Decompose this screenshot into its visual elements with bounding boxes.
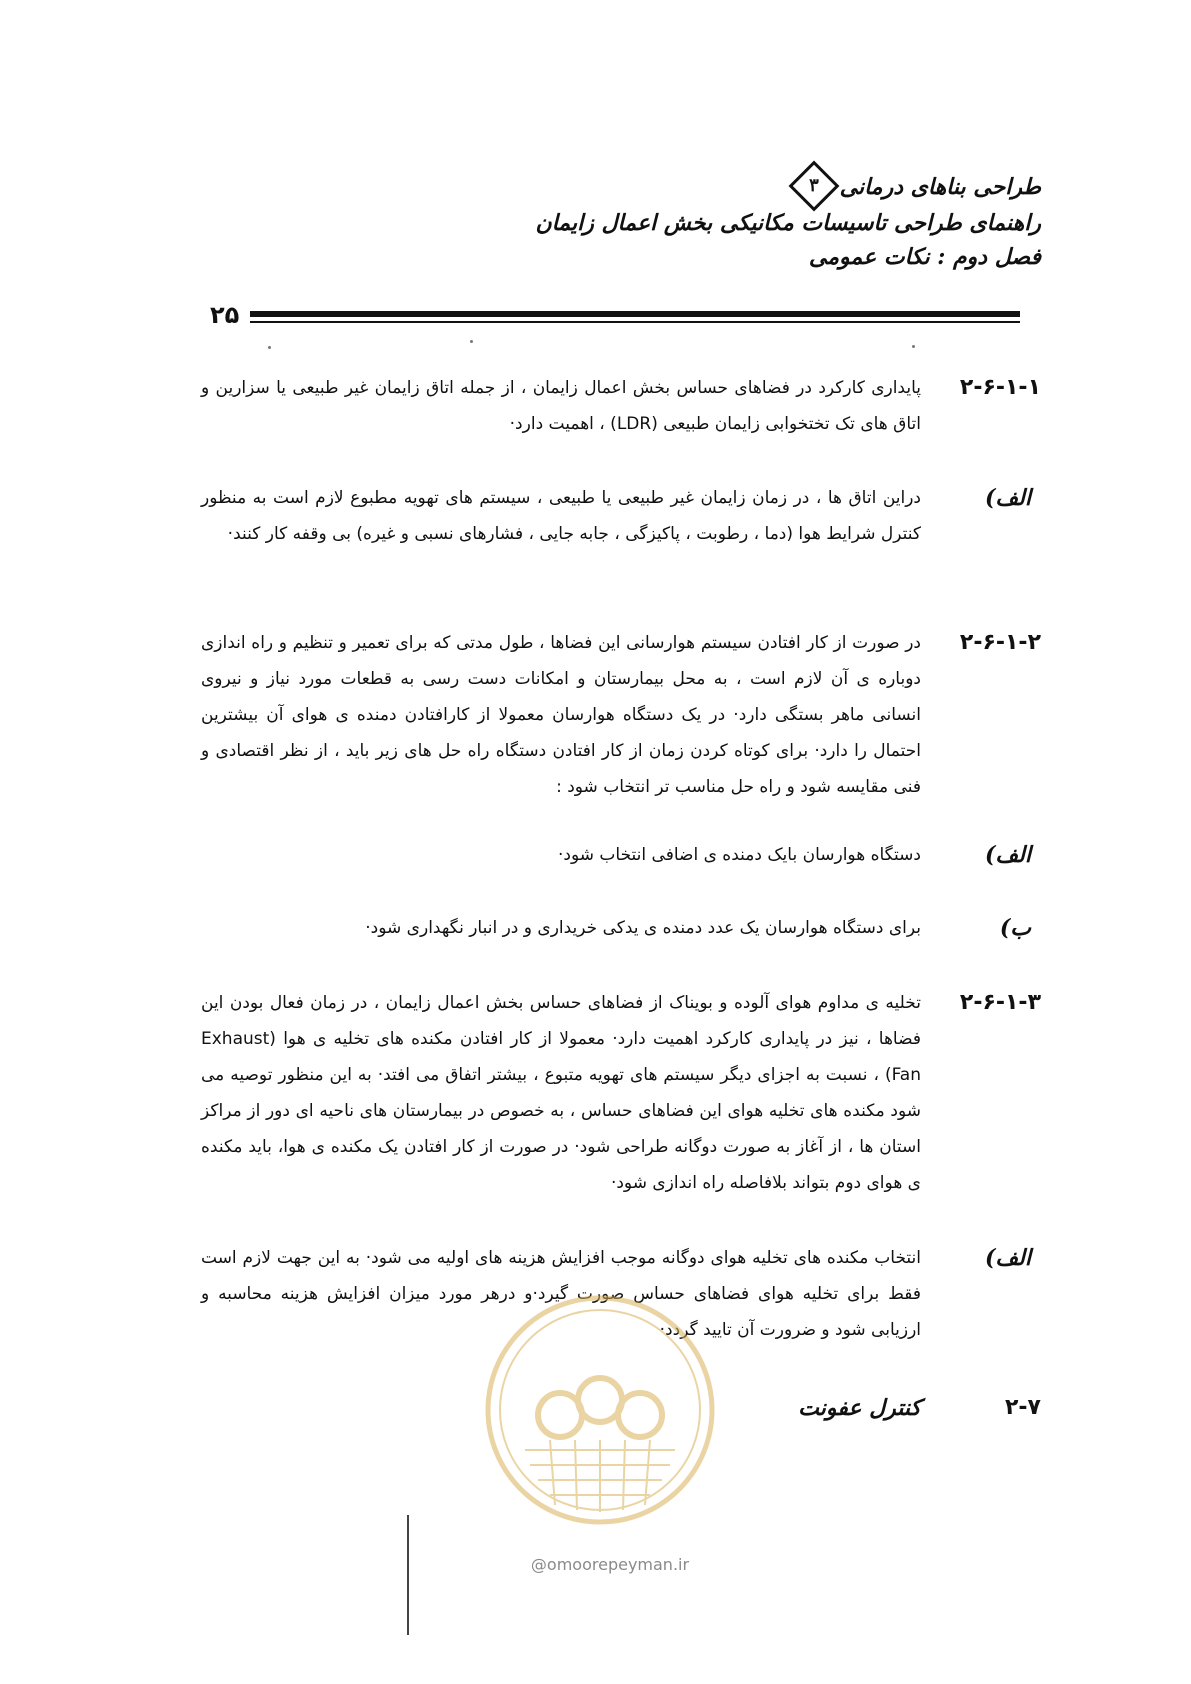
- header-rule: [250, 311, 1020, 325]
- scan-speck: [912, 345, 915, 348]
- item-label: الف): [985, 842, 1031, 868]
- item-paragraph: انتخاب مکنده های تخلیه هوای دوگانه موجب افزایش هزینه های اولیه می شود· به این جهت لازم است فقط برای تخلیه هوای فضاهای حساس صورت گیرد·و درهر مورد میزان افزایش هزینه محاسبه و ارزیابی شود و ضرورت آن تایید گردد·: [201, 1248, 921, 1340]
- item-label: الف): [985, 1245, 1031, 1271]
- chapter-title: فصل دوم : نکات عمومی: [808, 244, 1041, 270]
- watermark-stamp: [480, 1290, 720, 1530]
- watermark-caption: @omoorepeyman.ir: [530, 1555, 690, 1574]
- scan-speck: [470, 340, 473, 343]
- item-label: ب): [999, 915, 1031, 941]
- guide-title: راهنمای طراحی تاسیسات مکانیکی بخش اعمال زایمان: [535, 210, 1041, 236]
- section-paragraph: در صورت از کار افتادن سیستم هوارسانی این فضاها ، طول مدتی که برای تعمیر و تنظیم و راه اندازی دوباره ی آن لازم است ، به محل بیمارستان و امکانات دست رسی به قطعات مورد نیاز و نیروی انسانی ماهر بستگی دارد· در یک دستگاه هوارسان معمولا از کارافتادن دمنده ی هوای آن بیشترین احتمال را دارد· برای کوتاه کردن زمان از کار افتادن دستگاه راه حل های زیر باید ، از نظر اقتصادی و فنی مقایسه شود و راه حل مناسب تر انتخاب شود :: [201, 633, 921, 797]
- page-header: [281, 170, 1041, 274]
- scan-speck: [268, 346, 271, 349]
- section-number: ۲-۶-۱-۲: [959, 630, 1041, 655]
- section-number: ۲-۶-۱-۳: [959, 990, 1041, 1015]
- volume-number: ۳: [808, 175, 819, 196]
- header-rule-row: [210, 301, 1020, 331]
- item-paragraph: دستگاه هوارسان بایک دمنده ی اضافی انتخاب شود·: [557, 845, 921, 865]
- item-paragraph: دراین اتاق ها ، در زمان زایمان غیر طبیعی یا طبیعی ، سیستم های تهویه مطبوع لازم است به منظور کنترل شرایط هوا (دما ، رطوبت ، پاکیزگی ، جابه جایی ، فشارهای نسبی و غیره) بی وقفه کار کنند·: [201, 488, 921, 544]
- header-rule-thin: [250, 321, 1020, 323]
- volume-badge: [788, 161, 839, 212]
- grid-icon: [525, 1440, 675, 1512]
- book-title: [281, 170, 1041, 206]
- item-label: الف): [985, 485, 1031, 511]
- page-number: ۲۵: [210, 301, 240, 329]
- scan-artifact: [407, 1515, 409, 1635]
- section-number: ۲-۷: [1005, 1395, 1041, 1420]
- section-paragraph: پایداری کارکرد در فضاهای حساس بخش اعمال زایمان ، از جمله اتاق زایمان غیر طبیعی یا سزارین و اتاق های تک تختخوابی زایمان طبیعی (LDR) ، اهمیت دارد·: [201, 378, 921, 434]
- gear-icon: [538, 1378, 662, 1437]
- section-heading: کنترل عفونت: [798, 1395, 921, 1421]
- section-number: ۲-۶-۱-۱: [959, 375, 1041, 400]
- book-title-text: طراحی بناهای درمانی: [839, 174, 1041, 200]
- header-rule-thick: [250, 311, 1020, 317]
- section-paragraph: تخلیه ی مداوم هوای آلوده و بویناک از فضاهای حساس بخش اعمال زایمان ، در زمان فعال بودن این فضاها ، نیز در پایداری کارکرد اهمیت دارد· معمولا از کار افتادن مکنده های تخلیه ی هوا (Exhaust Fan) ، نسبت به اجزای دیگر سیستم های تهویه متبوع ، بیشتر اتفاق می افتد· به این منظور توصیه می شود مکنده های تخلیه هوای این فضاهای حساس ، به خصوص در بیمارستان های ناحیه ای دور از مراکز استان ها ، از آغاز به صورت دوگانه طراحی شود· در صورت از کار افتادن یک مکنده ی هوا، باید مکنده ی هوای دوم بتواند بلافاصله راه اندازی شود·: [201, 993, 921, 1193]
- item-paragraph: برای دستگاه هوارسان یک عدد دمنده ی یدکی خریداری و در انبار نگهداری شود·: [365, 918, 921, 938]
